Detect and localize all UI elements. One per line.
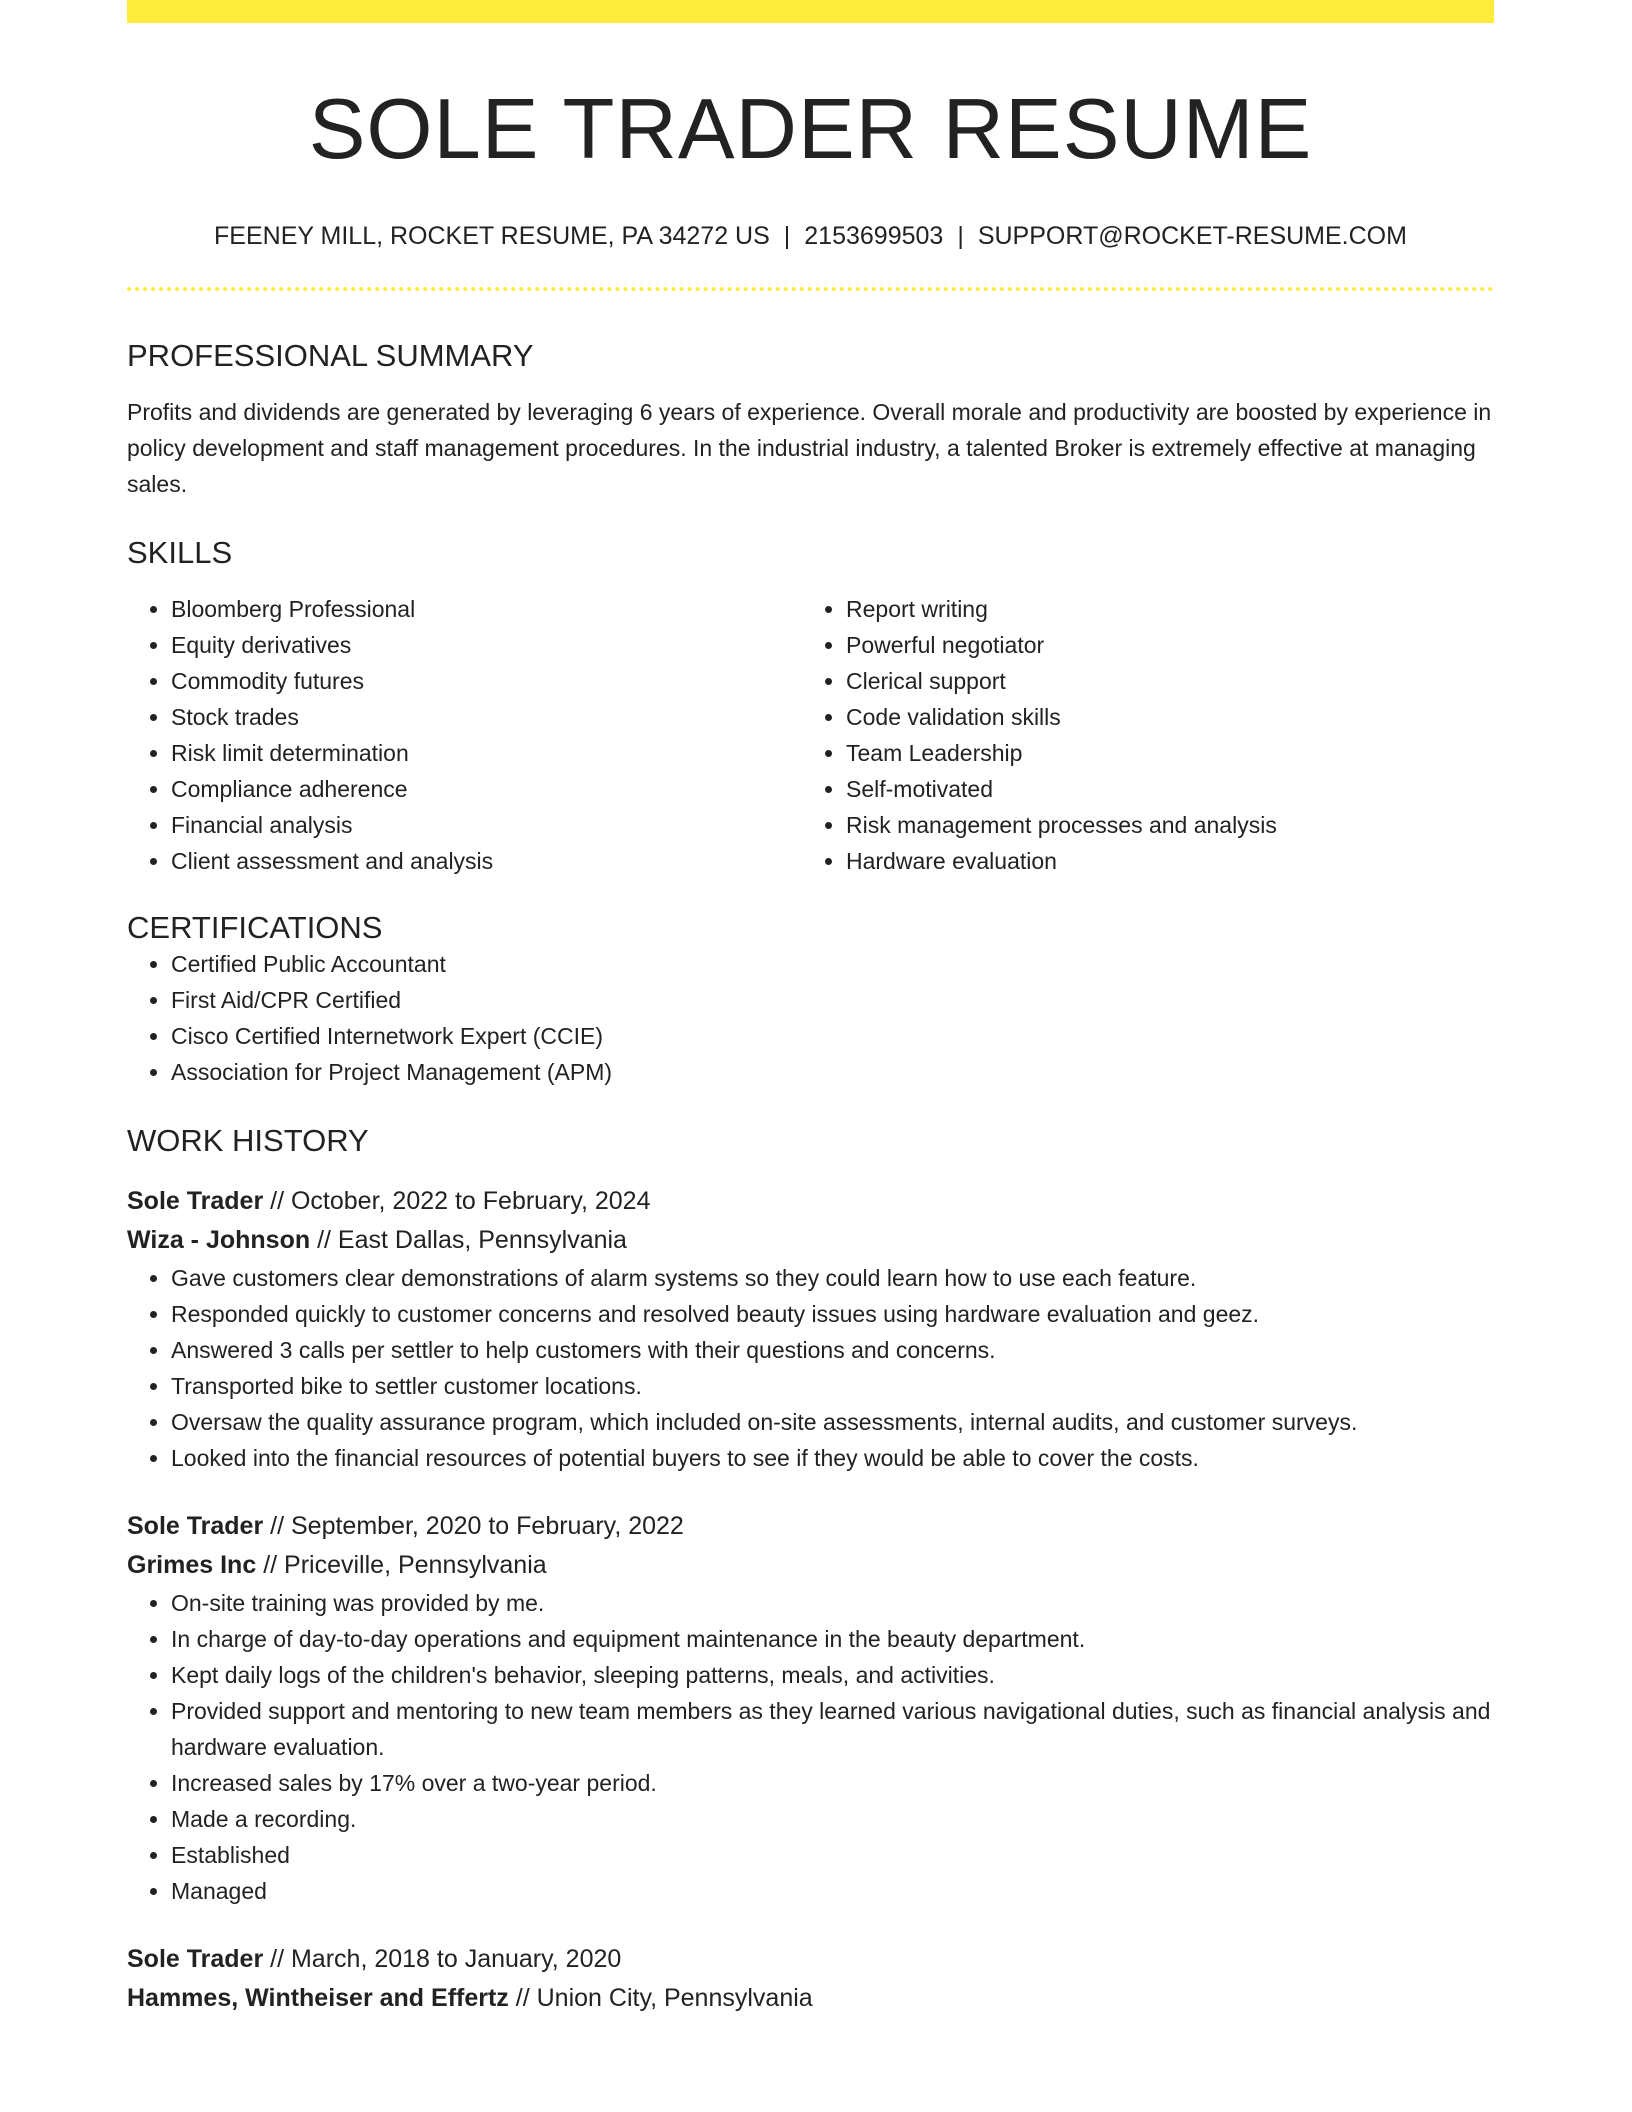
certification-item: • Cisco Certified Internetwork Expert (CCIE) — [171, 1018, 1494, 1054]
job-company-line — [127, 1221, 1494, 1260]
job-bullet: • Gave customers clear demonstrations of alarm systems so they could learn how to use each feature. — [171, 1260, 1494, 1296]
dotted-divider — [127, 287, 1494, 291]
job-bullet: • Answered 3 calls per settler to help customers with their questions and concerns. — [171, 1332, 1494, 1368]
job-bullet: • In charge of day-to-day operations and equipment maintenance in the beauty department. — [171, 1621, 1494, 1657]
work-history-heading: WORK HISTORY — [127, 1123, 369, 1159]
certifications-heading: CERTIFICATIONS — [127, 910, 383, 946]
job-location: East Dallas, Pennsylvania — [337, 1225, 627, 1254]
job-entry — [127, 1507, 1494, 1909]
skill-item: • Risk management processes and analysis — [846, 807, 1477, 843]
certification-item: • Certified Public Accountant — [171, 946, 1494, 982]
job-bullet: • On-site training was provided by me. — [171, 1585, 1494, 1621]
contact-separator: | — [957, 221, 964, 250]
accent-top-bar — [127, 0, 1494, 23]
resume-page — [127, 0, 1494, 2018]
contact-phone: 2153699503 — [804, 221, 944, 250]
skill-item: • Bloomberg Professional — [171, 591, 802, 627]
job-title-line — [127, 1940, 1494, 1979]
job-divider: // — [317, 1225, 331, 1254]
skill-item: • Clerical support — [846, 663, 1477, 699]
skills-column-right — [802, 591, 1477, 879]
skill-item: • Risk limit determination — [171, 735, 802, 771]
skill-item: • Self-motivated — [846, 771, 1477, 807]
job-company-line — [127, 1546, 1494, 1585]
job-divider: // — [270, 1944, 285, 1973]
skill-item: • Financial analysis — [171, 807, 802, 843]
contact-separator: | — [783, 221, 791, 250]
job-bullet: • Established — [171, 1837, 1494, 1873]
job-bullets — [127, 1260, 1494, 1476]
job-company: Hammes, Wintheiser and Effertz — [127, 1983, 509, 2012]
job-company: Wiza - Johnson — [127, 1225, 311, 1254]
job-location: Union City, Pennsylvania — [536, 1983, 813, 2012]
job-divider: // — [515, 1983, 530, 2012]
skill-item: • Hardware evaluation — [846, 843, 1477, 879]
job-divider: // — [270, 1186, 285, 1215]
job-title: Sole Trader — [127, 1511, 264, 1540]
skills-columns — [127, 591, 1494, 879]
job-divider: // — [270, 1511, 285, 1540]
job-bullet: • Kept daily logs of the children's behavior, sleeping patterns, meals, and activities. — [171, 1657, 1494, 1693]
skills-column-left — [127, 591, 802, 879]
job-dates: March, 2018 to January, 2020 — [290, 1944, 622, 1973]
job-bullets — [127, 1585, 1494, 1909]
job-title-line — [127, 1507, 1494, 1546]
contact-line — [127, 221, 1494, 251]
job-bullet: • Increased sales by 17% over a two-year period. — [171, 1765, 1494, 1801]
skill-item: • Equity derivatives — [171, 627, 802, 663]
job-entry — [127, 1940, 1494, 2018]
skill-item: • Client assessment and analysis — [171, 843, 802, 879]
job-divider: // — [263, 1550, 278, 1579]
skill-item: • Report writing — [846, 591, 1477, 627]
job-bullet: • Provided support and mentoring to new team members as they learned various navigational duties, such as financial analysis and hardware evaluation. — [171, 1693, 1494, 1765]
contact-address: FEENEY MILL, ROCKET RESUME, PA 34272 US — [214, 221, 770, 250]
skill-item: • Team Leadership — [846, 735, 1477, 771]
certifications-list — [127, 946, 1494, 1090]
job-bullet: • Oversaw the quality assurance program, which included on-site assessments, internal audits, and customer surveys. — [171, 1404, 1494, 1440]
skill-item: • Commodity futures — [171, 663, 802, 699]
skill-item: • Powerful negotiator — [846, 627, 1477, 663]
skills-list-right — [802, 591, 1477, 879]
skill-item: • Code validation skills — [846, 699, 1477, 735]
skills-heading: SKILLS — [127, 534, 233, 570]
job-title: Sole Trader — [127, 1944, 264, 1973]
job-bullet: • Made a recording. — [171, 1801, 1494, 1837]
job-entry — [127, 1182, 1494, 1476]
job-company-line — [127, 1979, 1494, 2018]
job-bullet: • Looked into the financial resources of potential buyers to see if they would be able to cover the costs. — [171, 1440, 1494, 1476]
resume-title: SOLE TRADER RESUME — [308, 82, 1313, 177]
contact-email: SUPPORT@ROCKET-RESUME.COM — [977, 221, 1407, 250]
job-dates: September, 2020 to February, 2022 — [290, 1511, 684, 1540]
summary-text: Profits and dividends are generated by leveraging 6 years of experience. Overall morale and productivity are boosted by experience in policy development and staff management procedures. In the industrial industry, a talented Broker is extremely effective at managing sales. — [127, 398, 1492, 497]
job-bullet: • Managed — [171, 1873, 1494, 1909]
job-bullet: • Transported bike to settler customer locations. — [171, 1368, 1494, 1404]
certification-item: • Association for Project Management (APM) — [171, 1054, 1494, 1090]
skill-item: • Stock trades — [171, 699, 802, 735]
job-title-line — [127, 1182, 1494, 1221]
job-company: Grimes Inc — [127, 1550, 257, 1579]
job-bullet: • Responded quickly to customer concerns and resolved beauty issues using hardware evaluation and geez. — [171, 1296, 1494, 1332]
certification-item: • First Aid/CPR Certified — [171, 982, 1494, 1018]
skills-list-left — [127, 591, 802, 879]
skill-item: • Compliance adherence — [171, 771, 802, 807]
summary-heading: PROFESSIONAL SUMMARY — [127, 337, 534, 373]
job-location: Priceville, Pennsylvania — [284, 1550, 547, 1579]
job-dates: October, 2022 to February, 2024 — [290, 1186, 651, 1215]
job-title: Sole Trader — [127, 1186, 264, 1215]
